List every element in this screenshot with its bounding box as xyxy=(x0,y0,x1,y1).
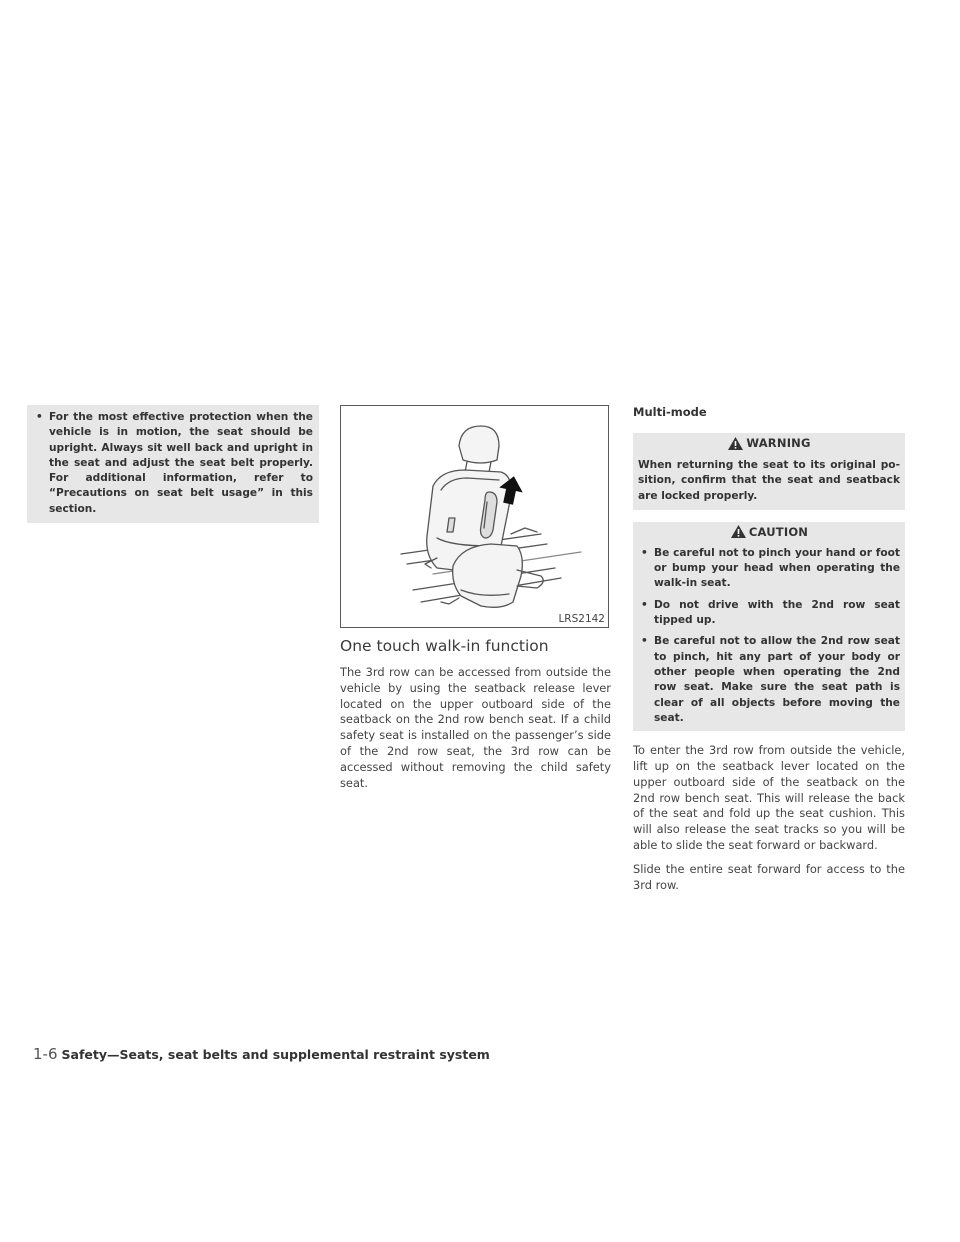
note-bullet: • For the most effective protection when the vehicle is in motion, the seat should be upright. Always sit well back and upright in the seat and adjust the seat belt properly. For additional information, refer to “Precautions on seat belt usage” in this section. xyxy=(33,410,313,517)
seat-walk-in-illustration xyxy=(341,406,608,627)
caution-block xyxy=(633,522,905,731)
caution-bullet: • Do not drive with the 2nd row seat tipped up. xyxy=(638,598,900,629)
chapter-title: Safety—Seats, seat belts and supplemental restraint system xyxy=(61,1047,490,1062)
right-column xyxy=(633,405,905,901)
middle-column xyxy=(340,405,611,799)
caution-header xyxy=(633,522,905,542)
warning-block xyxy=(633,433,905,510)
section-paragraph: The 3rd row can be accessed from outside the vehicle by using the seatback release lever located on the upper outboard side of the seatback on the 2nd row bench seat. If a child safety seat is installed on the passenger’s side of the 2nd row seat, the 3rd row can be accessed without removing the child safety seat. xyxy=(340,665,611,790)
caution-bullet: • Be careful not to pinch your hand or foot or bump your head when operating the walk-in seat. xyxy=(638,546,900,592)
warning-header xyxy=(633,433,905,453)
seat-illustration-figure xyxy=(340,405,609,628)
warning-text: When returning the seat to its original position, confirm that the seat and seatback are locked properly. xyxy=(633,453,905,510)
section-title: One touch walk-in function xyxy=(340,637,549,655)
left-column xyxy=(27,405,319,523)
seat-position-note xyxy=(27,405,319,523)
warning-label: WARNING xyxy=(746,436,811,450)
page-number: 1-6 xyxy=(33,1045,58,1063)
warning-triangle-icon xyxy=(730,524,747,539)
figure-id: LRS2142 xyxy=(558,613,605,625)
page-footer xyxy=(33,1045,490,1063)
caution-bullet: • Be careful not to allow the 2nd row seat to pinch, hit any part of your body or other people when operating the 2nd row seat. Make sure the seat path is clear of all objects before moving the seat. xyxy=(638,634,900,726)
multimode-paragraph: To enter the 3rd row from outside the vehicle, lift up on the seatback lever located on the upper outboard side of the seatback on the 2nd row bench seat. This will release the back of the seat and fold up the seat cushion. This will also release the seat tracks so you will be able to slide the seat forward or backward. xyxy=(633,743,905,852)
warning-triangle-icon xyxy=(727,436,744,451)
multimode-paragraph: Slide the entire seat forward for access to the 3rd row. xyxy=(633,861,905,892)
caution-list xyxy=(633,542,905,731)
multimode-title: Multi-mode xyxy=(633,405,707,419)
caution-label: CAUTION xyxy=(748,524,809,539)
